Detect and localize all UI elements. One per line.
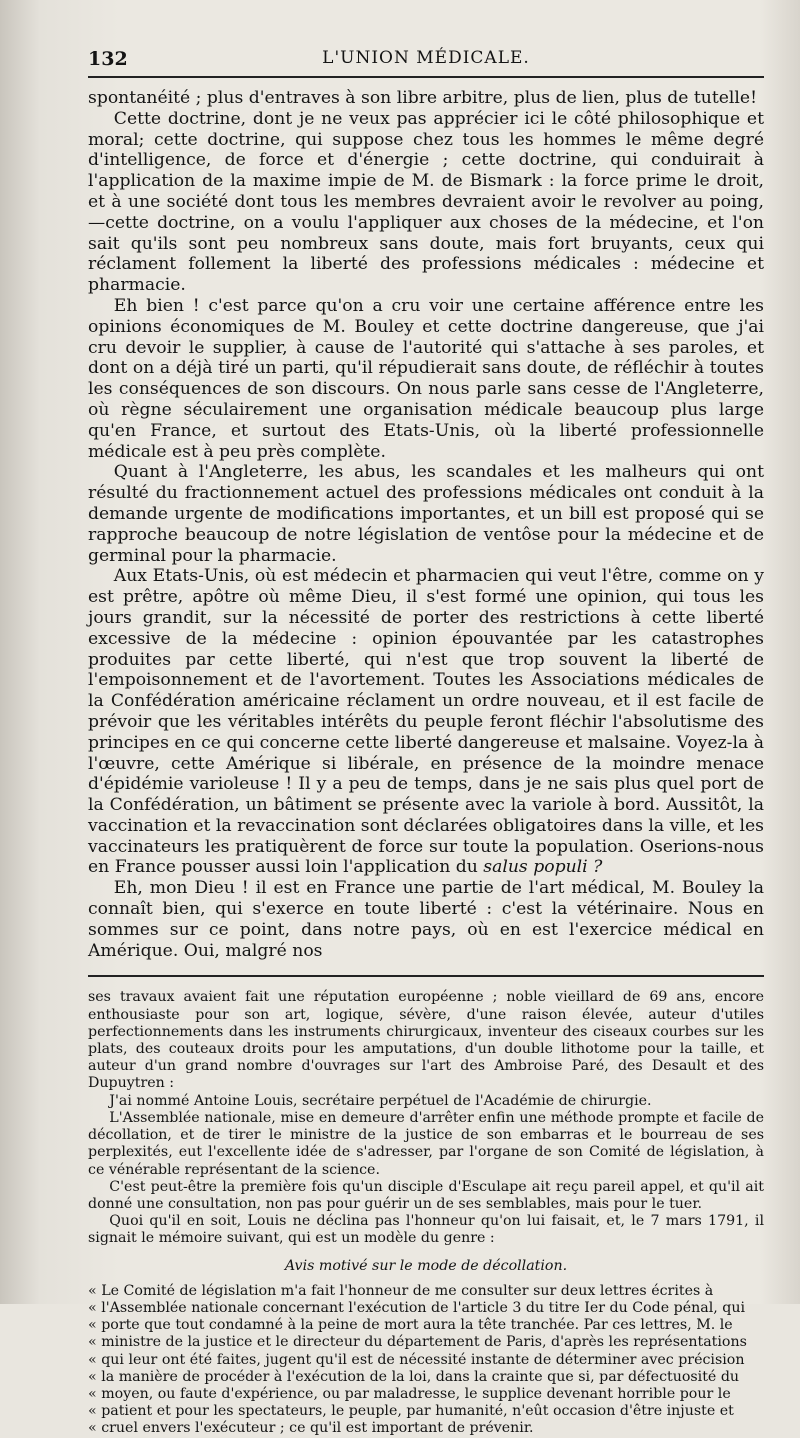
quote-line: « ministre de la justice et le directeur du département de Paris, d'après les représentations: [88, 1334, 747, 1351]
footnote-paragraph: Quoi qu'il en soit, Louis ne déclina pas l'honneur qu'on lui faisait, et, le 7 mars 1791, il signait le mémoire suivant, qui est un modèle du genre :: [88, 1213, 764, 1247]
quote-line: « l'Assemblée nationale concernant l'exécution de l'article 3 du titre Ier du Code pénal, qui: [88, 1299, 746, 1316]
body-paragraph: Quant à l'Angleterre, les abus, les scandales et les malheurs qui ont résulté du fractionnement actuel des professions médicales ont conduit à la demande urgente de modifications importantes, et un bill est proposé qui se rapproche beaucoup de notre législation de ventôse pour la médecine et de germinal pour la pharmacie.: [88, 462, 764, 566]
body-paragraph-text: Aux Etats-Unis, où est médecin et pharmacien qui veut l'être, comme on y est prêtre, apôtre où même Dieu, il s'est formé une opinion, qui tous les jours grandit, sur la nécessité de porter des restrictions à cette liberté excessive de la médecine : opinion épouvantée par les catastrophes produites par cette liberté, qui n'est que trop souvent la liberté de l'empoisonnement et de l'avortement. Toutes les Associations médicales de la Confédération américaine réclament un ordre nouveau, et il est facile de prévoir que les véritables intérêts du peuple feront fléchir l'absolutisme des principes en ce qui concerne cette liberté dangereuse et malsaine. Voyez-la à l'œuvre, cette Amérique si libérale, en présence de la moindre menace d'épidémie varioleuse ! Il y a peu de temps, dans je ne sais plus quel port de la Confédération, un bâtiment se présente avec la variole à bord. Aussitôt, la vaccination et la revaccination sont déclarées obligatoires dans la ville, et les vaccinateurs les pratiquèrent de force sur toute la population. Oserions-nous en France pousser aussi loin l'application du: [88, 566, 764, 878]
footnote-paragraph: L'Assemblée nationale, mise en demeure d'arrêter enfin une méthode prompte et facile de décollation, et de tirer le ministre de la justice de son embarras et le bourreau de ses perplexités, eut l'excellente idée de s'adresser, par l'organe de son Comité de législation, à ce vénérable représentant de la science.: [88, 1109, 764, 1178]
body-paragraph: [88, 566, 764, 878]
footnote-section: [88, 989, 764, 1437]
quote-line: « qui leur ont été faites, jugent qu'il est de nécessité instante de déterminer avec précision: [88, 1351, 745, 1368]
page-header: [88, 34, 764, 74]
memoir-title: Avis motivé sur le mode de décollation.: [284, 1257, 568, 1274]
quote-line: « cruel envers l'exécuteur ; ce qu'il est important de prévenir.: [88, 1420, 534, 1437]
quote-line: « patient et pour les spectateurs, le peuple, par humanité, n'eût occasion d'être injuste et: [88, 1403, 734, 1420]
footnote-paragraph: J'ai nommé Antoine Louis, secrétaire perpétuel de l'Académie de chirurgie.: [109, 1092, 652, 1109]
footnote-separator: [88, 975, 764, 977]
body-paragraph: Eh bien ! c'est parce qu'on a cru voir une certaine afférence entre les opinions économiques de M. Bouley et cette doctrine dangereuse, que j'ai cru devoir le supplier, à cause de l'autorité qui s'attache à ses paroles, et dont on a déjà tiré un parti, qu'il répudierait sans doute, de réfléchir à toutes les conséquences de son discours. On nous parle sans cesse de l'Angleterre, où règne séculairement une organisation médicale beaucoup plus large qu'en France, et surtout des Etats-Unis, où la liberté professionnelle médicale est à peu près complète.: [88, 295, 764, 462]
quote-line: « la manière de procéder à l'exécution de la loi, dans la crainte que si, par défectuosité du: [88, 1368, 740, 1385]
salus-populi-italic: salus populi ?: [483, 857, 603, 878]
page-number: 132: [88, 48, 128, 70]
body-paragraph: Cette doctrine, dont je ne veux pas apprécier ici le côté philosophique et moral; cette doctrine, qui suppose chez tous les hommes le même degré d'intelligence, de force et d'énergie ; cette doctrine, qui conduirait à l'application de la maxime impie de M. de Bismark : la force prime le droit, et à une société dont tous les membres devraient avoir le revolver au poing, —cette doctrine, on a voulu l'appliquer aux choses de la médecine, et l'on sait qu'ils sont peu nombreux sans doute, mais fort bruyants, ceux qui réclament follement la liberté des professions médicales : médecine et pharmacie.: [88, 108, 764, 296]
footnote-paragraph: ses travaux avaient fait une réputation européenne ; noble vieillard de 69 ans, encore enthousiaste pour son art, logique, sévère, d'une raison élevée, auteur d'utiles perfectionnements dans les instruments chirurgicaux, inventeur des ciseaux courbes sur les plats, des couteaux droits pour les amputations, d'un double lithotome pour la taille, et auteur d'un grand nombre d'ouvrages sur l'art des Ambroise Paré, des Desault et des Dupuytren :: [88, 989, 764, 1092]
quote-line: « porte que tout condamné à la peine de mort aura la tête tranchée. Par ces lettres, M. le: [88, 1317, 733, 1334]
quote-line: « moyen, ou faute d'expérience, ou par maladresse, le supplice devenant horrible pour le: [88, 1385, 731, 1402]
body-paragraph: Eh, mon Dieu ! il est en France une partie de l'art médical, M. Bouley la connaît bien, qui s'exerce en toute liberté : c'est la vétérinaire. Nous en sommes sur ce point, dans notre pays, où en est l'exercice médical en Amérique. Oui, malgré nos: [88, 878, 764, 961]
quote-line: « Le Comité de législation m'a fait l'honneur de me consulter sur deux lettres écrites à: [88, 1282, 714, 1299]
header-rule: [88, 76, 764, 78]
running-head: L'UNION MÉDICALE.: [322, 48, 530, 68]
body-paragraph: spontanéité ; plus d'entraves à son libre arbitre, plus de lien, plus de tutelle!: [88, 88, 757, 108]
main-text: [88, 88, 764, 961]
footnote-paragraph: C'est peut-être la première fois qu'un disciple d'Esculape ait reçu pareil appel, et qu'il ait donné une consultation, non pas pour guérir un de ses semblables, mais pour le tuer.: [88, 1178, 764, 1212]
